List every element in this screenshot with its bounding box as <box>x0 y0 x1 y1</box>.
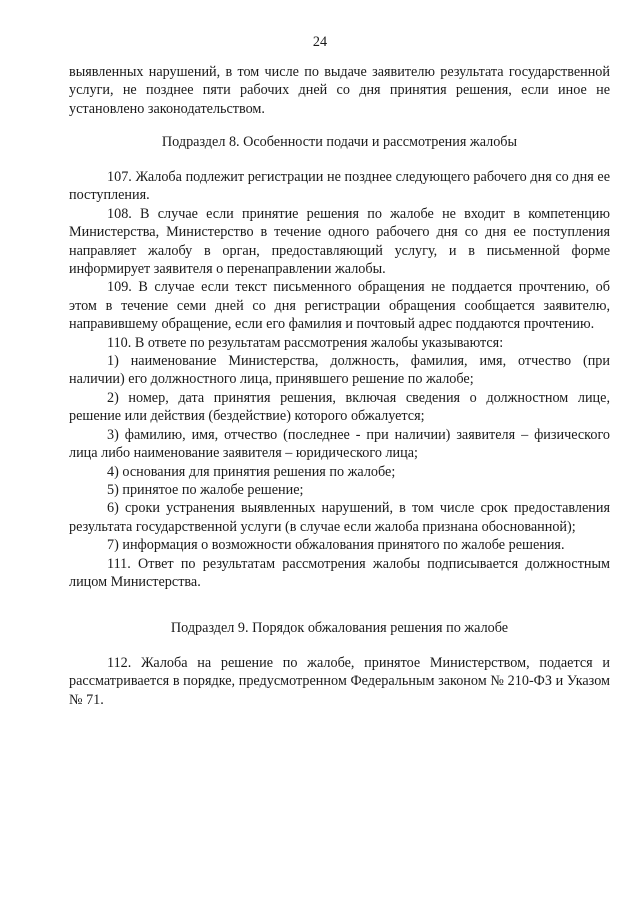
list-item-2: 2) номер, дата принятия решения, включая сведения о должностном лице, решение или действия (бездействие) которого обжалуется; <box>69 389 610 425</box>
subsection-8-title: Подраздел 8. Особенности подачи и рассмотрения жалобы <box>161 134 518 150</box>
paragraph-108: 108. В случае если принятие решения по жалобе не входит в компетенцию Министерства, Министерство в течение одного рабочего дня со дня ее поступления направляет жалобу в орган, предоставляющий услугу, и в письменной форме информирует заявителя о перенаправлении жалобы. <box>69 205 610 278</box>
page-number: 24 <box>312 34 328 50</box>
list-item-3: 3) фамилию, имя, отчество (последнее - при наличии) заявителя – физического лица либо наименование заявителя – юридического лица; <box>69 426 610 462</box>
paragraph: выявленных нарушений, в том числе по выдаче заявителю результата государственной услуги, не позднее пяти рабочих дней со дня принятия решения, если иное не установлено законодательством. <box>69 64 610 117</box>
list-item-7: 7) информация о возможности обжалования принятого по жалобе решения. <box>107 537 565 554</box>
paragraph-110: 110. В ответе по результатам рассмотрения жалобы указываются: <box>107 334 504 351</box>
subsection-9-body <box>69 654 610 709</box>
paragraph-111: 111. Ответ по результатам рассмотрения жалобы подписывается должностным лицом Министерства. <box>69 555 610 590</box>
subsection-8-body <box>69 168 610 591</box>
list-item-6: 6) сроки устранения выявленных нарушений, в том числе срок предоставления результата государственной услуги (в случае если жалоба признана обоснованной); <box>69 500 610 535</box>
paragraph-112: 112. Жалоба на решение по жалобе, принятое Министерством, подается и рассматривается в порядке, предусмотренном Федеральным законом № 210-ФЗ и Указом № 71. <box>69 655 610 708</box>
intro-text <box>69 63 610 118</box>
list-item-1: 1) наименование Министерства, должность, фамилия, имя, отчество (при наличии) его должностного лица, принявшего решение по жалобе; <box>69 353 610 388</box>
paragraph-107: 107. Жалоба подлежит регистрации не позднее следующего рабочего дня со дня ее поступления. <box>69 169 610 204</box>
paragraph-109: 109. В случае если текст письменного обращения не поддается прочтению, об этом в течение семи дней со дня регистрации обращения сообщается заявителю, направившему обращение, если его фамилия и почтовый адрес поддаются прочтению. <box>69 279 610 333</box>
list-item-4: 4) основания для принятия решения по жалобе; <box>107 463 396 480</box>
subsection-9-title: Подраздел 9. Порядок обжалования решения по жалобе <box>170 620 509 636</box>
list-item-5: 5) принятое по жалобе решение; <box>107 481 304 498</box>
